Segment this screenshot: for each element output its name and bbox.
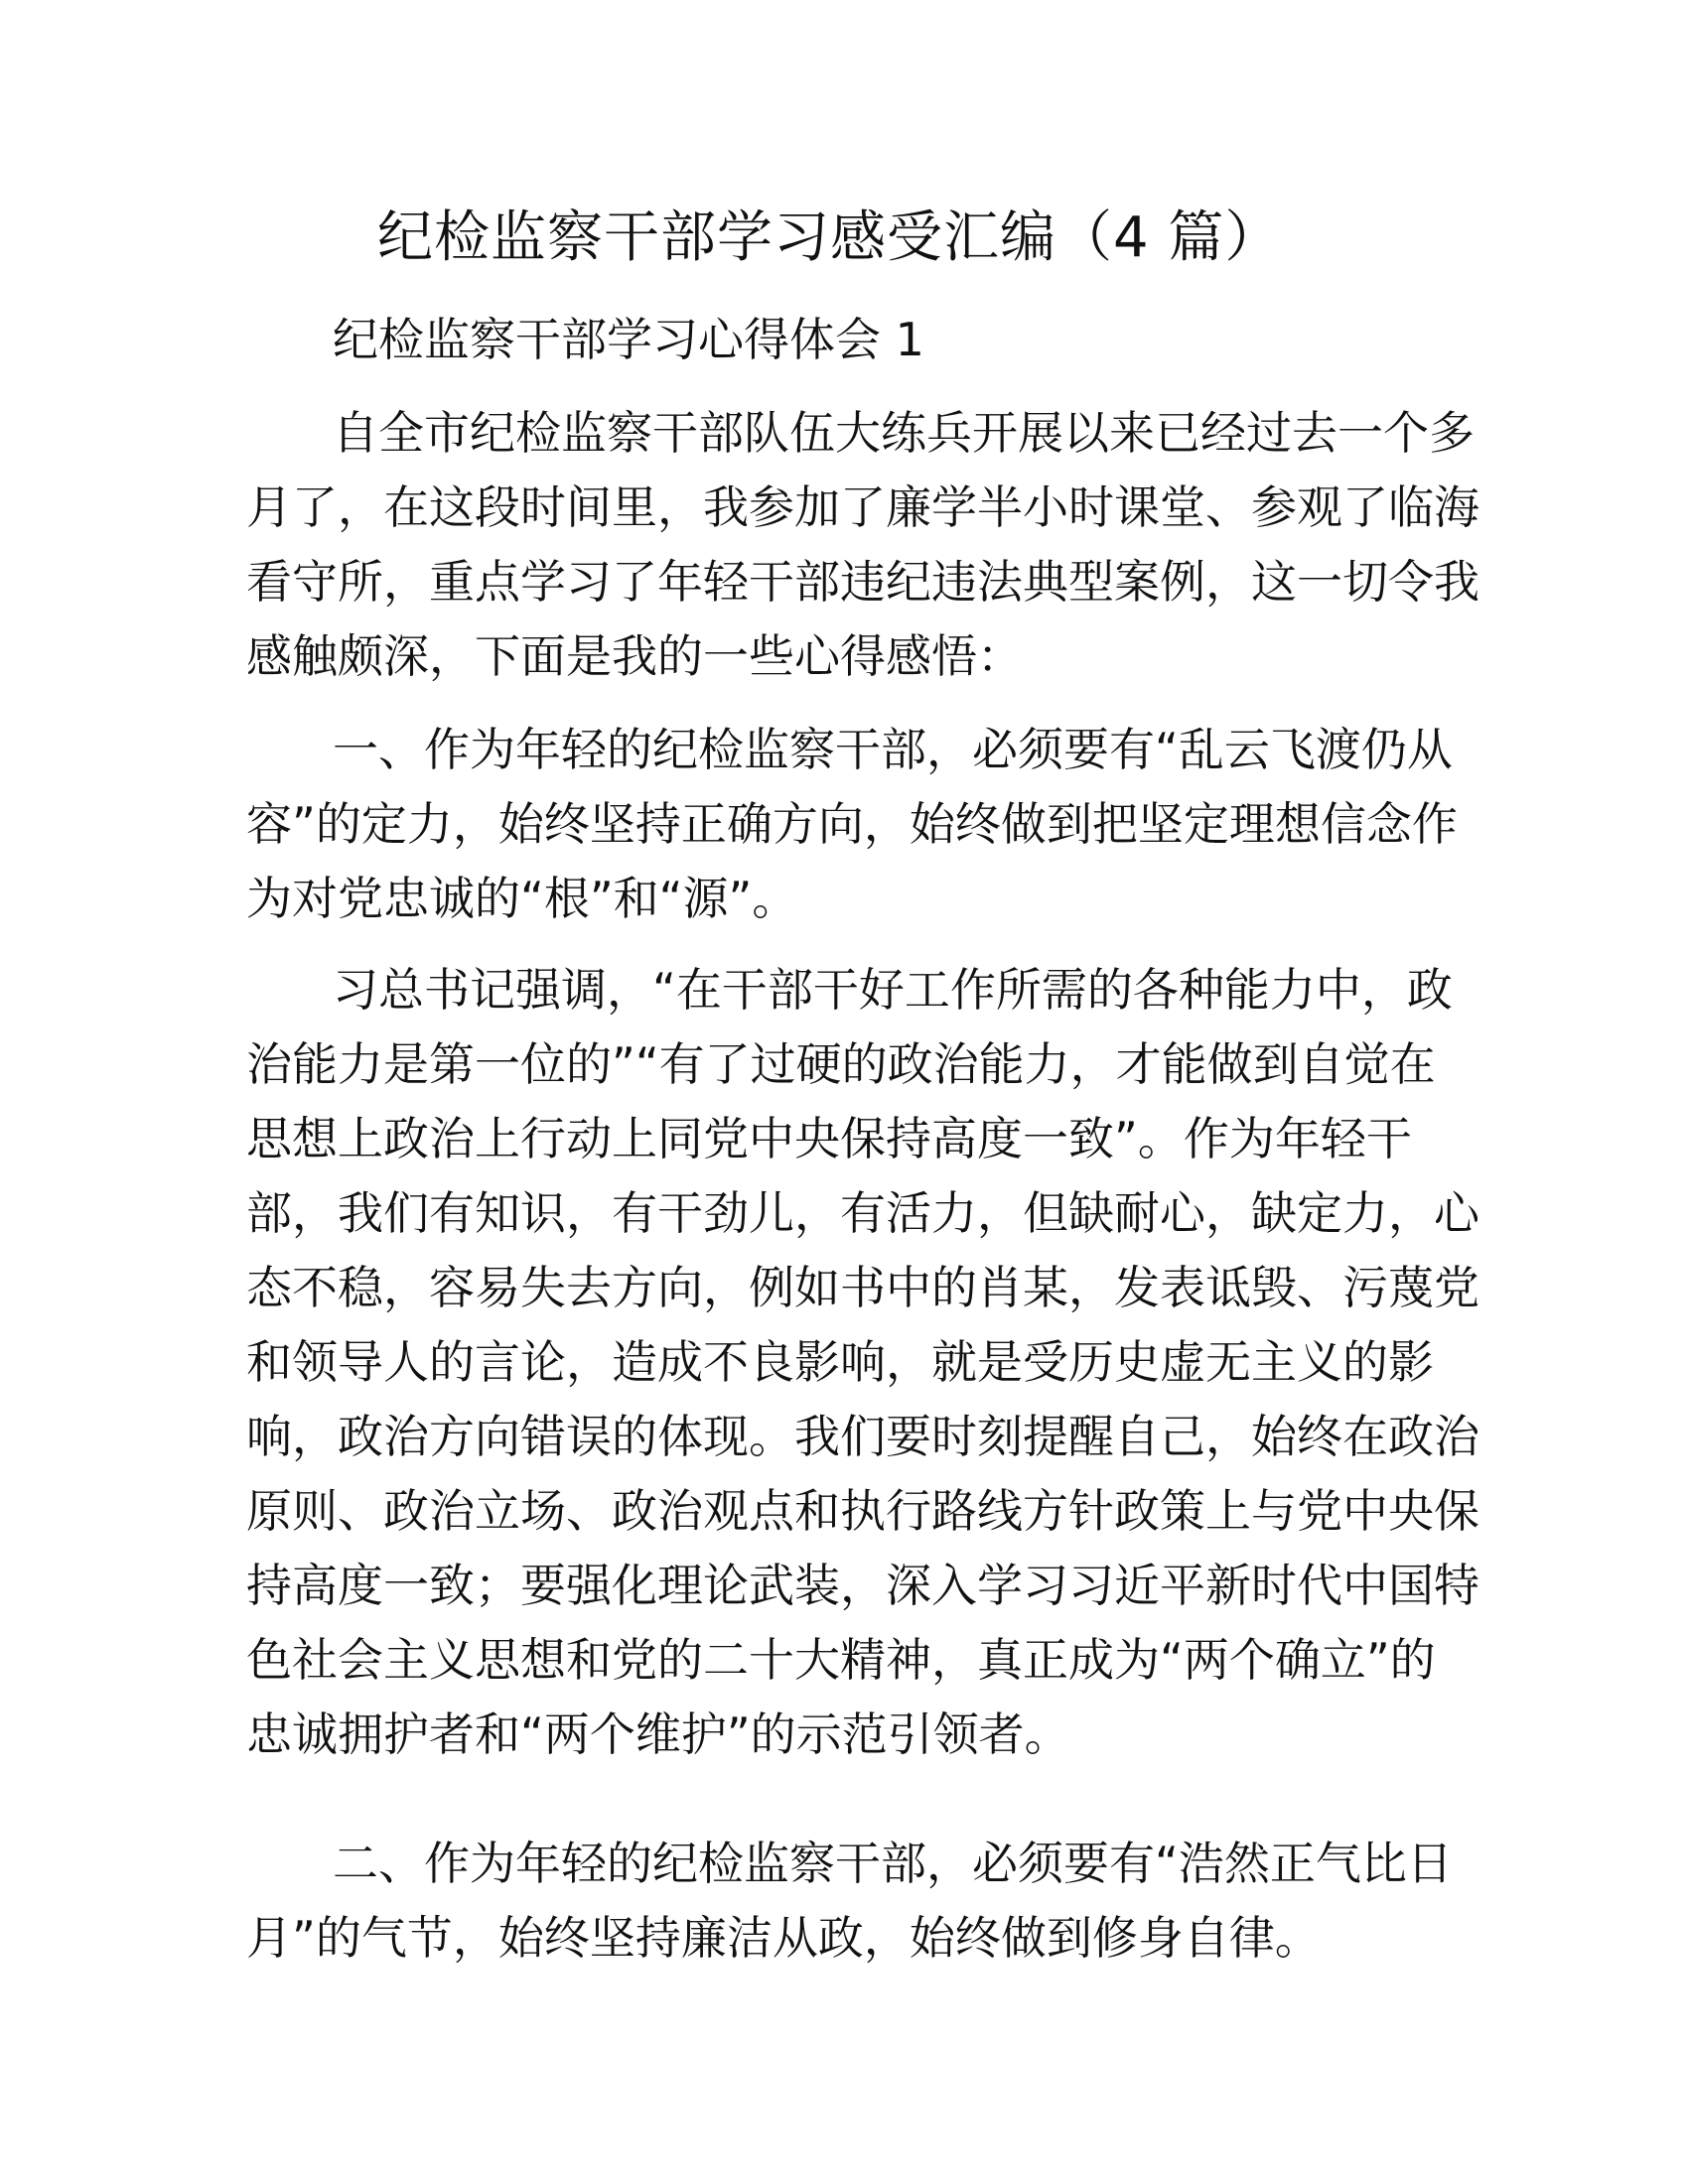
document-subtitle: 纪检监察干部学习心得体会 1	[333, 313, 924, 366]
paragraph-political-ability	[246, 953, 1479, 1772]
paragraph-line: 看守所，重点学习了年轻干部违纪违法典型案例，这一切令我	[246, 555, 1479, 609]
paragraph-line: 色社会主义思想和党的二十大精神，真正成为“两个确立”的	[246, 1633, 1436, 1687]
paragraph-intro	[246, 396, 1479, 694]
paragraph-line: 态不稳，容易失去方向，例如书中的肖某，发表诋毁、污蔑党	[246, 1261, 1479, 1314]
paragraph-line: 感触颇深，下面是我的一些心得感悟：	[246, 629, 1023, 683]
paragraph-line: 思想上政治上行动上同党中央保持高度一致”。作为年轻干	[246, 1112, 1412, 1165]
document-title: 纪检监察干部学习感受汇编（4 篇）	[377, 205, 1282, 270]
paragraph-line: 月了，在这段时间里，我参加了廉学半小时课堂、参观了临海	[246, 480, 1479, 534]
paragraph-line: 自全市纪检监察干部队伍大练兵开展以来已经过去一个多	[333, 406, 1475, 460]
paragraph-point-one	[246, 713, 1458, 936]
paragraph-line: 原则、政治立场、政治观点和执行路线方针政策上与党中央保	[246, 1484, 1479, 1538]
paragraph-line: 习总书记强调，“在干部干好工作所需的各种能力中，政	[333, 963, 1453, 1017]
paragraph-line: 和领导人的言论，造成不良影响，就是受历史虚无主义的影	[246, 1335, 1434, 1389]
paragraph-line: 忠诚拥护者和“两个维护”的示范引领者。	[246, 1707, 1070, 1761]
paragraph-line: 响，政治方向错误的体现。我们要时刻提醒自己，始终在政治	[246, 1410, 1479, 1463]
paragraph-line: 容”的定力，始终坚持正确方向，始终做到把坚定理想信念作	[246, 797, 1458, 851]
paragraph-line: 为对党忠诚的“根”和“源”。	[246, 872, 798, 925]
paragraph-point-two	[246, 1827, 1453, 1976]
paragraph-line: 一、作为年轻的纪检监察干部，必须要有“乱云飞渡仍从	[333, 723, 1453, 776]
paragraph-line: 月”的气节，始终坚持廉洁从政，始终做到修身自律。	[246, 1911, 1321, 1965]
paragraph-line: 部，我们有知识，有干劲儿，有活力，但缺耐心，缺定力，心	[246, 1186, 1479, 1240]
paragraph-line: 持高度一致；要强化理论武装，深入学习习近平新时代中国特	[246, 1559, 1479, 1612]
paragraph-line: 二、作为年轻的纪检监察干部，必须要有“浩然正气比日	[333, 1837, 1453, 1890]
paragraph-line: 治能力是第一位的”“有了过硬的政治能力，才能做到自觉在	[246, 1037, 1436, 1091]
